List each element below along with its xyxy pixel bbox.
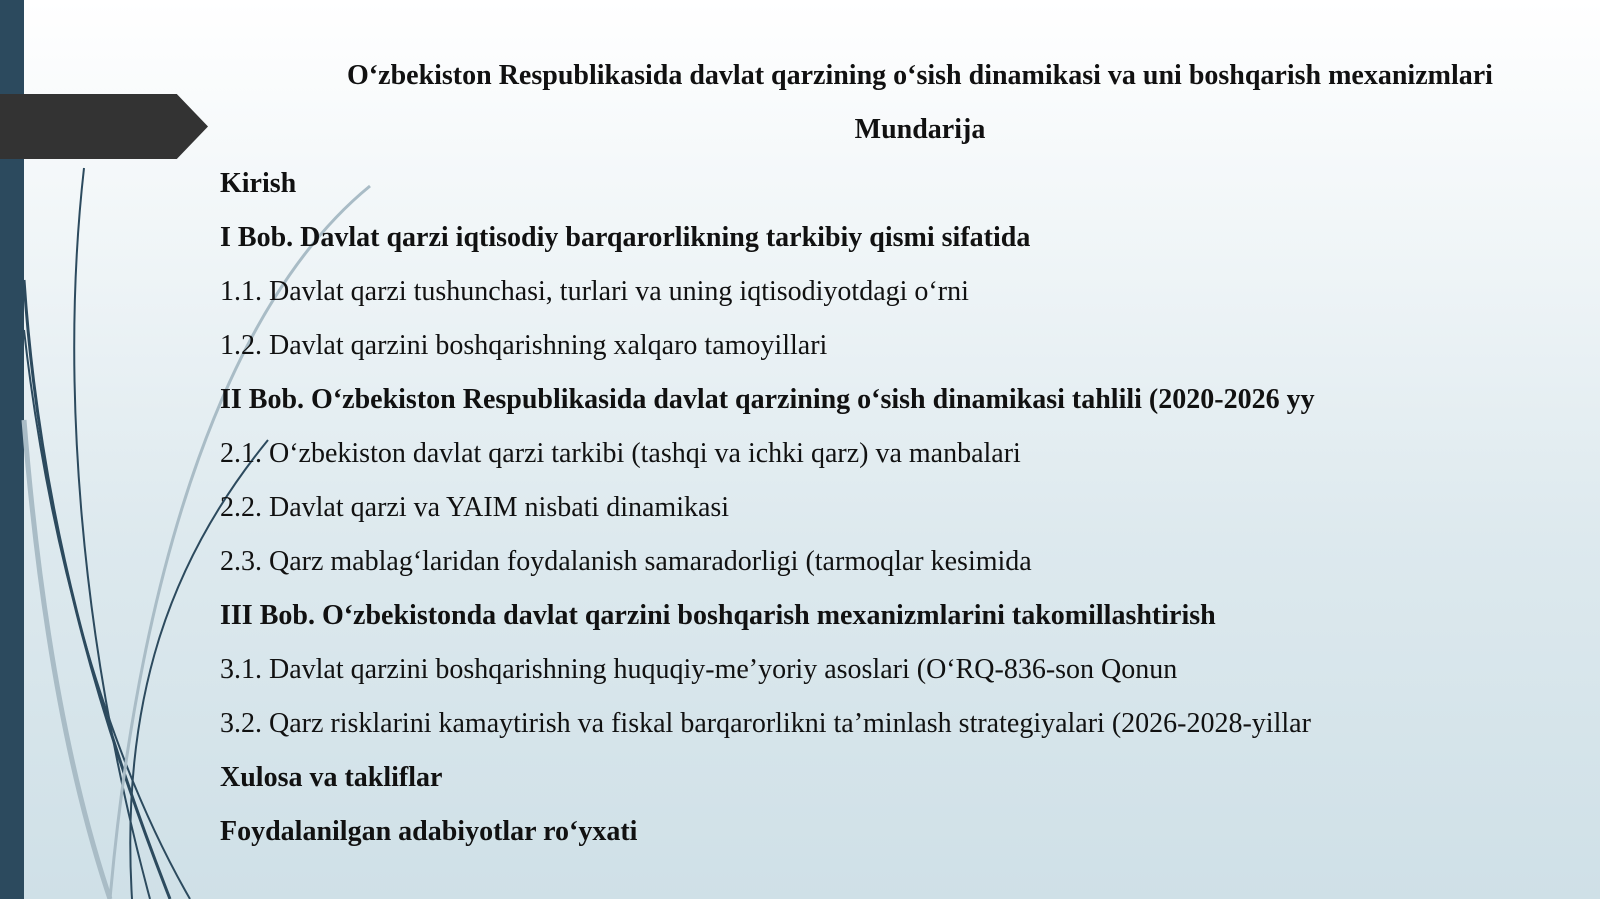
toc-item: 2.2. Davlat qarzi va YAIM nisbati dinamikasi: [220, 492, 730, 523]
swoosh-curve-1: [74, 168, 150, 899]
toc-item: III Bob. O‘zbekistonda davlat qarzini boshqarish mexanizmlarini takomillashtirish: [220, 600, 1216, 631]
toc-item: 2.1. O‘zbekiston davlat qarzi tarkibi (tashqi va ichki qarz) va manbalari: [220, 438, 1021, 469]
toc-item: 3.1. Davlat qarzini boshqarishning huquqiy-me’yoriy asoslari (O‘RQ-836-son Qonun: [220, 654, 1178, 685]
arrow-tab-shape: [0, 94, 208, 159]
swoosh-curve-4: [24, 420, 110, 899]
table-of-contents: [220, 164, 1590, 866]
swoosh-curve-2: [24, 280, 170, 899]
toc-item: 1.1. Davlat qarzi tushunchasi, turlari va uning iqtisodiyotdagi o‘rni: [220, 276, 969, 307]
toc-item: II Bob. O‘zbekiston Respublikasida davlat qarzining o‘sish dinamikasi tahlili (2020-2026 yy: [220, 384, 1315, 415]
toc-item: 1.2. Davlat qarzini boshqarishning xalqaro tamoyillari: [220, 330, 828, 361]
toc-item: 3.2. Qarz risklarini kamaytirish va fiskal barqarorlikni ta’minlash strategiyalari (2026-2028-yillar: [220, 708, 1311, 739]
toc-item: I Bob. Davlat qarzi iqtisodiy barqarorlikning tarkibiy qismi sifatida: [220, 222, 1031, 253]
toc-item: Foydalanilgan adabiyotlar ro‘yxati: [220, 816, 638, 847]
toc-item: Xulosa va takliflar: [220, 762, 443, 793]
slide-subtitle: Mundarija: [854, 114, 986, 145]
slide-title: O‘zbekiston Respublikasida davlat qarzining o‘sish dinamikasi va uni boshqarish mexanizmlari: [347, 60, 1493, 91]
swoosh-curve-3: [24, 330, 190, 899]
toc-item: 2.3. Qarz mablag‘laridan foydalanish samaradorligi (tarmoqlar kesimida: [220, 546, 1032, 577]
toc-item: Kirish: [220, 168, 297, 199]
